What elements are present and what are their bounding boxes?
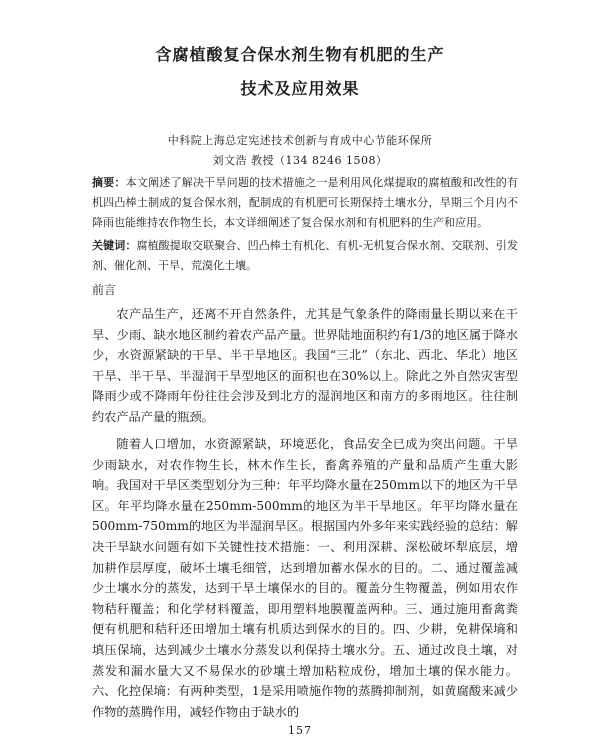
author-line: 刘文浩 教授（134 8246 1508）: [212, 154, 388, 167]
paper-title-line-1: 含腐植酸复合保水剂生物有机肥的生产: [155, 45, 445, 64]
abstract-label: 摘要：: [92, 176, 126, 189]
paper-title-line-2: 技术及应用效果: [240, 79, 360, 98]
affiliation: 中科院上海总定宪述技术创新与育成中心节能环保所: [167, 134, 433, 147]
abstract-text: 本文阐述了解决干旱问题的技术措施之一是利用风化煤提取的腐植酸和改性的有机四凸棒土制成的复合保水剂，配制成的有机肥可长期保持土壤水分，旱期三个月内不降雨也能维持农作物生长，本文详细阐述了复合保水剂和有机肥料的生产和应用。: [92, 176, 519, 229]
keywords-label: 关键词：: [92, 239, 137, 252]
abstract: [92, 173, 518, 233]
keywords-text: 腐植酸提取交联聚合、凹凸棒土有机化、有机-无机复合保水剂、交联剂、引发剂、催化剂、干旱、荒漠化土壤。: [92, 239, 518, 272]
keywords: [92, 236, 518, 276]
body-paragraph-2: 随着人口增加，水资源紧缺，环境恶化，食品安全已成为突出问题。干旱少雨缺水，对农作物生长，林木作生长，畜禽养殖的产量和品质产生重大影响。我国对干旱区类型划分为三种：年平均降水量在250mm以下的地区为干旱区。年平均降水量在250mm-500mm的地区为半干旱地区。年平均降水量在500mm-750mm的地区为半湿润旱区。根据国内外多年来实践经验的总结：解决干旱缺水问题有如下关键性技术措施：一、利用深耕、深松破坏犁底层，增加耕作层厚度，破坏土壤毛细管，达到增加蓄水保水的目的。二、通过覆盖减少土壤水分的蒸发，达到干旱土壤保水的目的。覆盖分生物覆盖，例如用农作物秸秆覆盖；和化学材料覆盖，即用塑料地膜覆盖两种。三、通过施用畜禽粪便有机肥和秸秆还田增加土壤有机质达到保水的目的。四、少耕，免耕保墒和填压保墒，达到减少土壤水分蒸发以利保持土壤水分。五、通过改良土壤，对蒸发和漏水量大又不易保水的砂壤土增加粘粒成份，增加土壤的保水能力。六、化控保墒：有两种类型，1是采用喷施作物的蒸腾抑制剂，如黄腐酸来减少作物的蒸腾作用，减轻作物由于缺水的: [92, 437, 518, 719]
page-number: 157: [288, 724, 312, 737]
body-paragraph-1: 农产品生产，还离不开自然条件，尤其是气象条件的降雨量长期以来在干旱、少雨、缺水地区制约着农产品产量。世界陆地面积约有1/3的地区属于降水少，水资源紧缺的干旱、半干旱地区。我国“三北”（东北、西北、华北）地区干旱、半干旱、半湿润干旱型地区的面积也在30%以上。除此之外自然灾害型降雨少或不降雨年份往往会涉及到北方的湿润地区和南方的多雨地区。往往制约农产品产量的瓶颈。: [92, 307, 518, 424]
section-heading-preface: 前言: [92, 283, 117, 297]
